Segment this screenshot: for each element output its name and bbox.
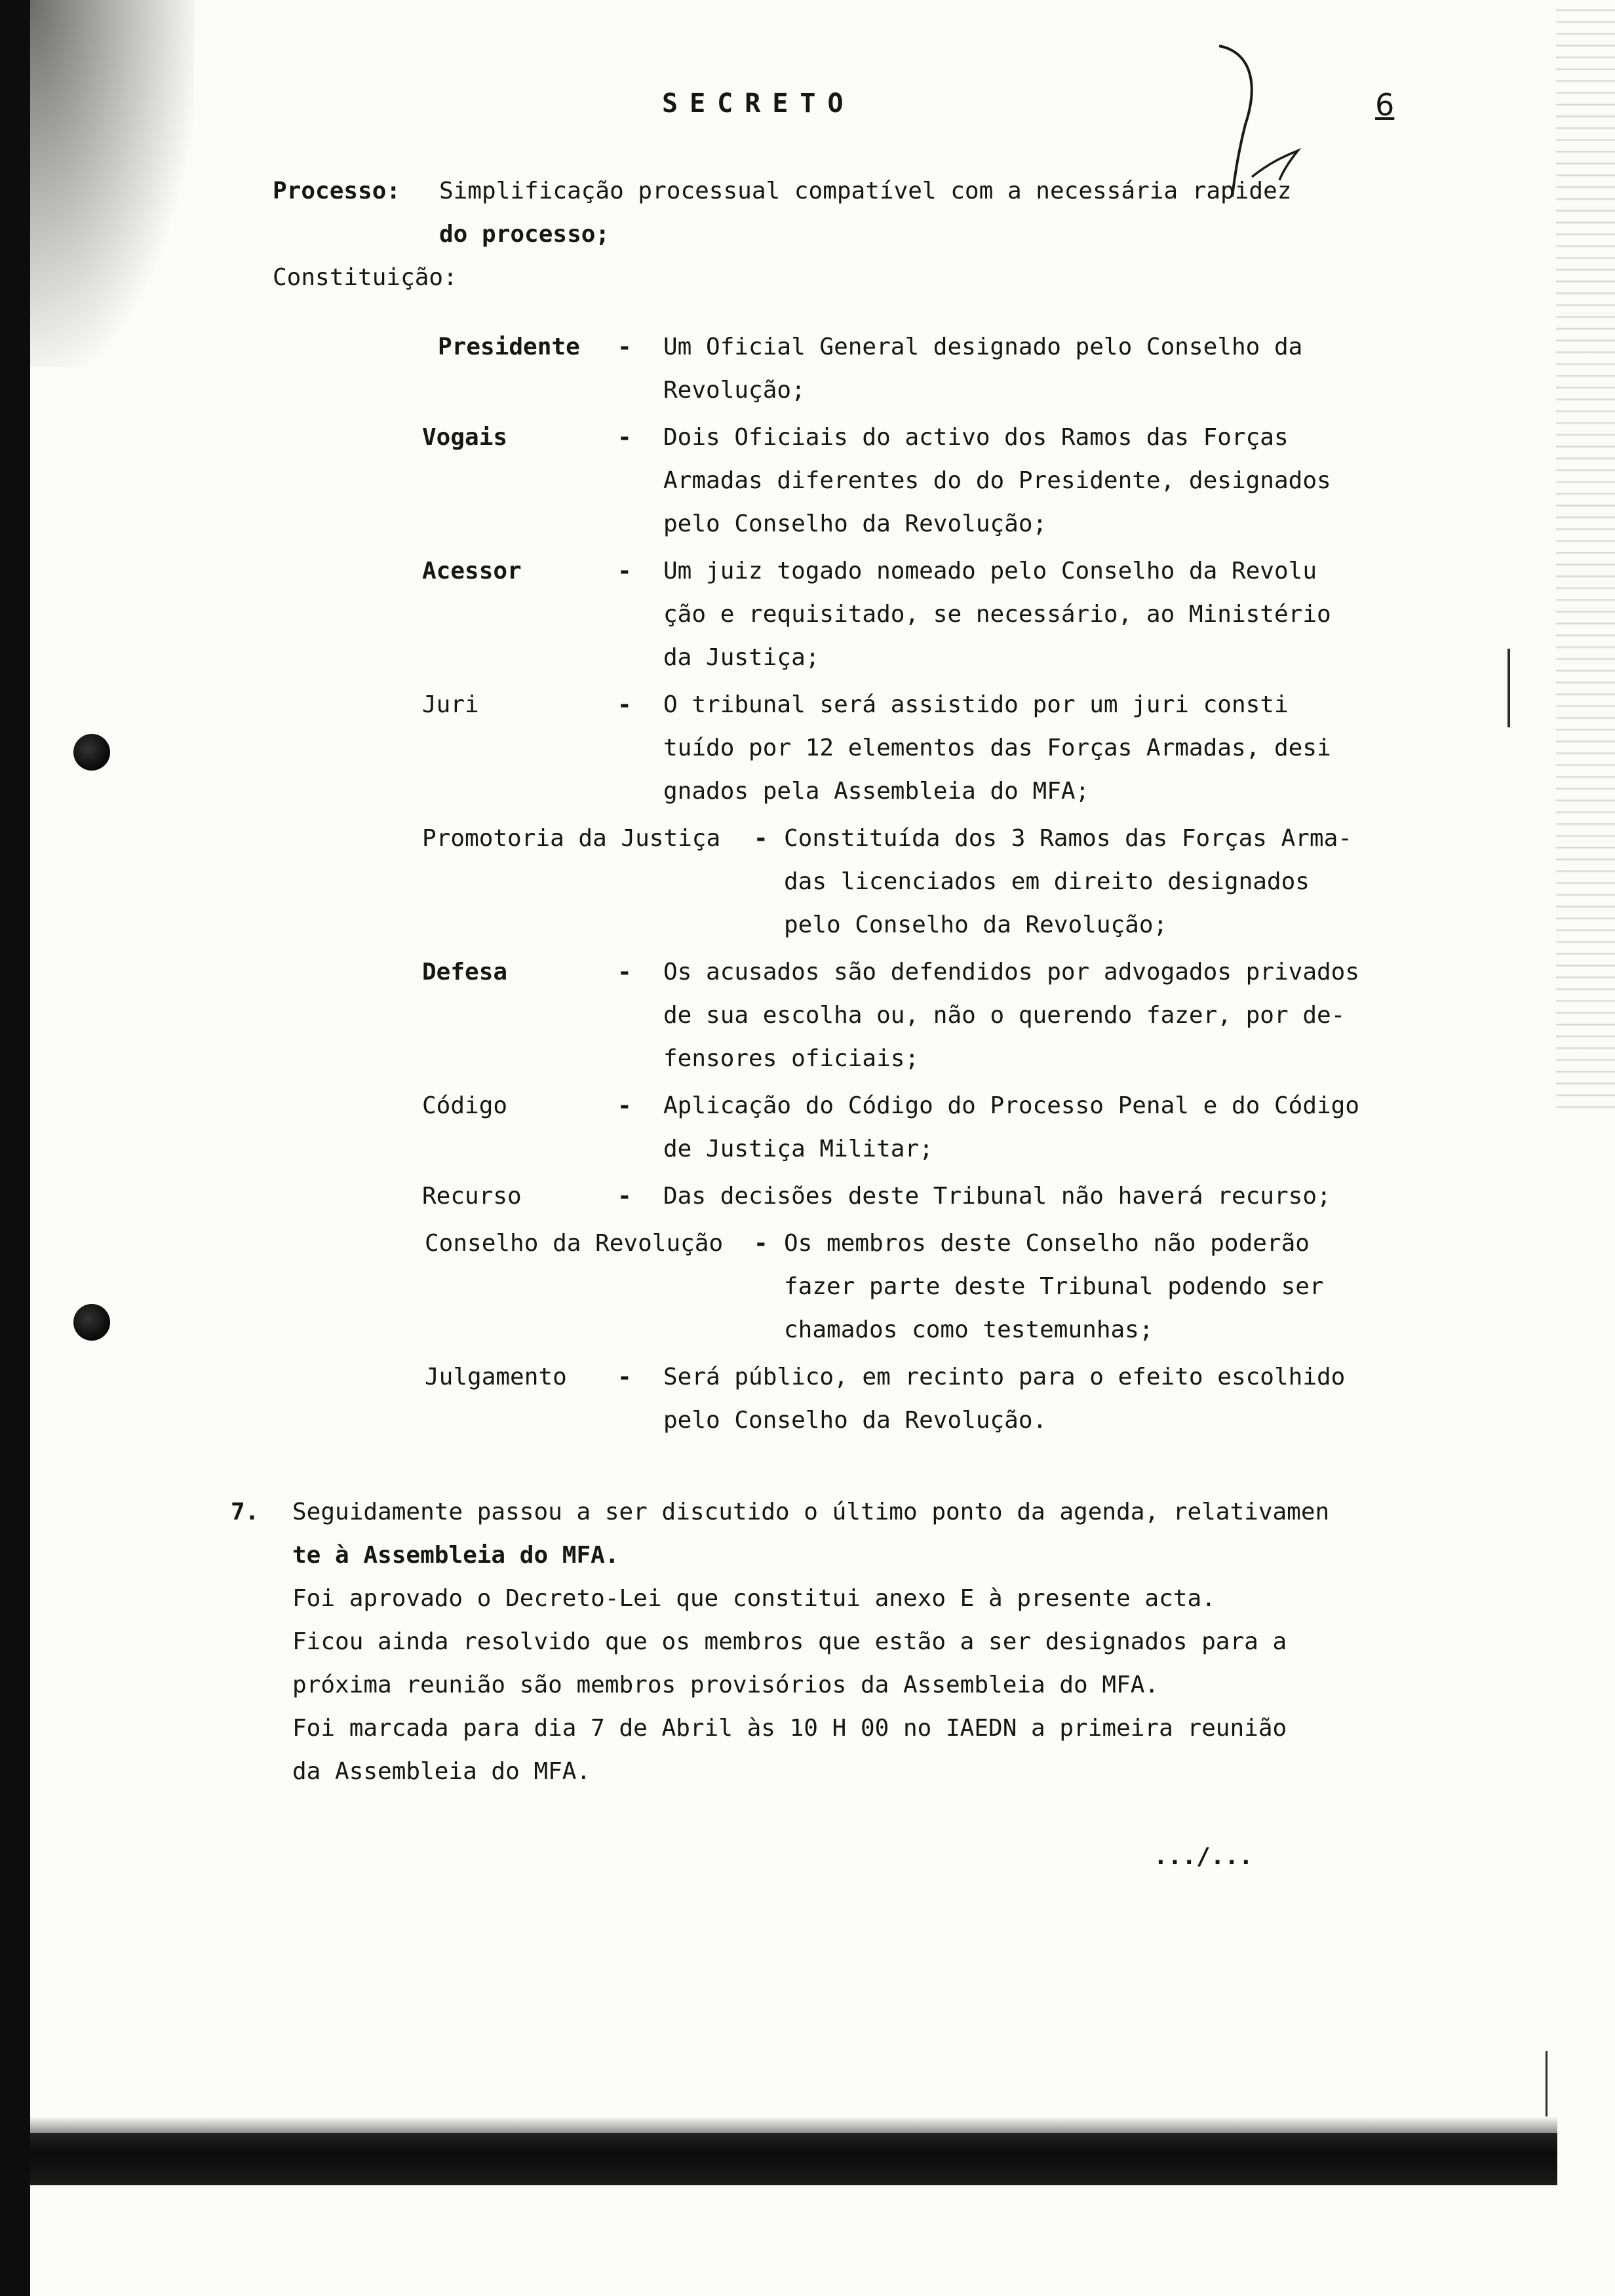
definition-line: ção e requisitado, se necessário, ao Ministério bbox=[663, 601, 1331, 628]
definition-line: pelo Conselho da Revolução. bbox=[663, 1407, 1047, 1434]
processo-text-line: Simplificação processual compatível com a necessária rapidez bbox=[439, 178, 1292, 204]
definition-line: gnados pela Assembleia do MFA; bbox=[663, 778, 1090, 805]
scan-bottom-band bbox=[30, 2133, 1557, 2185]
term-dash: - bbox=[617, 959, 632, 985]
definition-line: Um juiz togado nomeado pelo Conselho da Revolu bbox=[663, 558, 1317, 584]
term-dash: - bbox=[617, 1364, 632, 1390]
section7-line: Foi aprovado o Decreto-Lei que constitui anexo E à presente acta. bbox=[292, 1585, 1216, 1612]
term-conselho-da-revolucao: Conselho da Revolução bbox=[425, 1230, 724, 1257]
term-dash: - bbox=[617, 1183, 632, 1210]
definition-line: Constituída dos 3 Ramos das Forças Arma- bbox=[784, 825, 1352, 852]
term-dash: - bbox=[617, 334, 632, 360]
definition-line: Dois Oficiais do activo dos Ramos das Forças bbox=[663, 424, 1289, 451]
definition-line: das licenciados em direito designados bbox=[784, 868, 1310, 895]
punch-hole-upper bbox=[73, 734, 110, 771]
definition-line: Das decisões deste Tribunal não haverá recurso; bbox=[663, 1183, 1331, 1210]
definition-line: Revolução; bbox=[663, 377, 806, 404]
section7-line: próxima reunião são membros provisórios da Assembleia do MFA. bbox=[292, 1672, 1159, 1698]
punch-hole-lower bbox=[73, 1304, 110, 1341]
scan-left-edge bbox=[0, 0, 30, 2296]
term-vogais: Vogais bbox=[422, 424, 508, 451]
continuation-mark: .../... bbox=[1154, 1843, 1253, 1870]
definition-line: Um Oficial General designado pelo Conselho da bbox=[663, 334, 1303, 360]
term-juri: Juri bbox=[422, 691, 479, 718]
section7-line: Ficou ainda resolvido que os membros que estão a ser designados para a bbox=[292, 1628, 1287, 1655]
definition-line: tuído por 12 elementos das Forças Armadas, desi bbox=[663, 735, 1331, 761]
definition-line: fensores oficiais; bbox=[663, 1045, 920, 1072]
definition-line: Armadas diferentes do do Presidente, designados bbox=[663, 467, 1331, 494]
definition-line: pelo Conselho da Revolução; bbox=[784, 911, 1168, 938]
definition-line: de sua escolha ou, não o querendo fazer, por de- bbox=[663, 1002, 1346, 1029]
term-dash: - bbox=[617, 691, 632, 718]
section7-line: Foi marcada para dia 7 de Abril às 10 H 00 no IAEDN a primeira reunião bbox=[292, 1715, 1287, 1742]
section7-line: da Assembleia do MFA. bbox=[292, 1758, 591, 1785]
constituicao-label: Constituição: bbox=[273, 264, 457, 291]
section7-line: te à Assembleia do MFA. bbox=[292, 1542, 619, 1569]
term-dash: - bbox=[617, 1092, 632, 1119]
margin-mark bbox=[1508, 649, 1510, 727]
term-dash: - bbox=[617, 558, 632, 584]
scan-bottom-shadow bbox=[30, 2116, 1557, 2133]
term-codigo: Código bbox=[422, 1092, 508, 1119]
definition-line: pelo Conselho da Revolução; bbox=[663, 510, 1047, 537]
definition-line: de Justiça Militar; bbox=[663, 1136, 933, 1162]
scan-corner-smudge bbox=[30, 0, 194, 367]
processo-label: Processo: bbox=[273, 178, 401, 204]
page-number: 6 bbox=[1375, 87, 1395, 123]
term-dash: - bbox=[617, 424, 632, 451]
classification-heading: SECRETO bbox=[662, 88, 855, 119]
scan-right-edge-noise bbox=[1556, 0, 1615, 1114]
definition-line: Será público, em recinto para o efeito escolhido bbox=[663, 1364, 1346, 1390]
term-defesa: Defesa bbox=[422, 959, 508, 985]
term-dash: - bbox=[754, 825, 768, 852]
definition-line: fazer parte deste Tribunal podendo ser bbox=[784, 1273, 1324, 1300]
term-acessor: Acessor bbox=[422, 558, 522, 584]
term-dash: - bbox=[754, 1230, 768, 1257]
term-presidente: Presidente bbox=[438, 334, 580, 360]
section7-line: Seguidamente passou a ser discutido o último ponto da agenda, relativamen bbox=[292, 1499, 1330, 1525]
definition-line: chamados como testemunhas; bbox=[784, 1316, 1154, 1343]
term-julgamento: Julgamento bbox=[425, 1364, 567, 1390]
processo-text-line: do processo; bbox=[439, 221, 610, 248]
margin-mark bbox=[1546, 2051, 1547, 2116]
term-promotoria-da-justica: Promotoria da Justiça bbox=[422, 825, 721, 852]
section-number: 7. bbox=[231, 1499, 260, 1525]
definition-line: Os acusados são defendidos por advogados privados bbox=[663, 959, 1360, 985]
term-recurso: Recurso bbox=[422, 1183, 522, 1210]
definition-line: Os membros deste Conselho não poderão bbox=[784, 1230, 1310, 1257]
definition-line: da Justiça; bbox=[663, 644, 820, 671]
definition-line: Aplicação do Código do Processo Penal e do Código bbox=[663, 1092, 1360, 1119]
definition-line: O tribunal será assistido por um juri consti bbox=[663, 691, 1289, 718]
